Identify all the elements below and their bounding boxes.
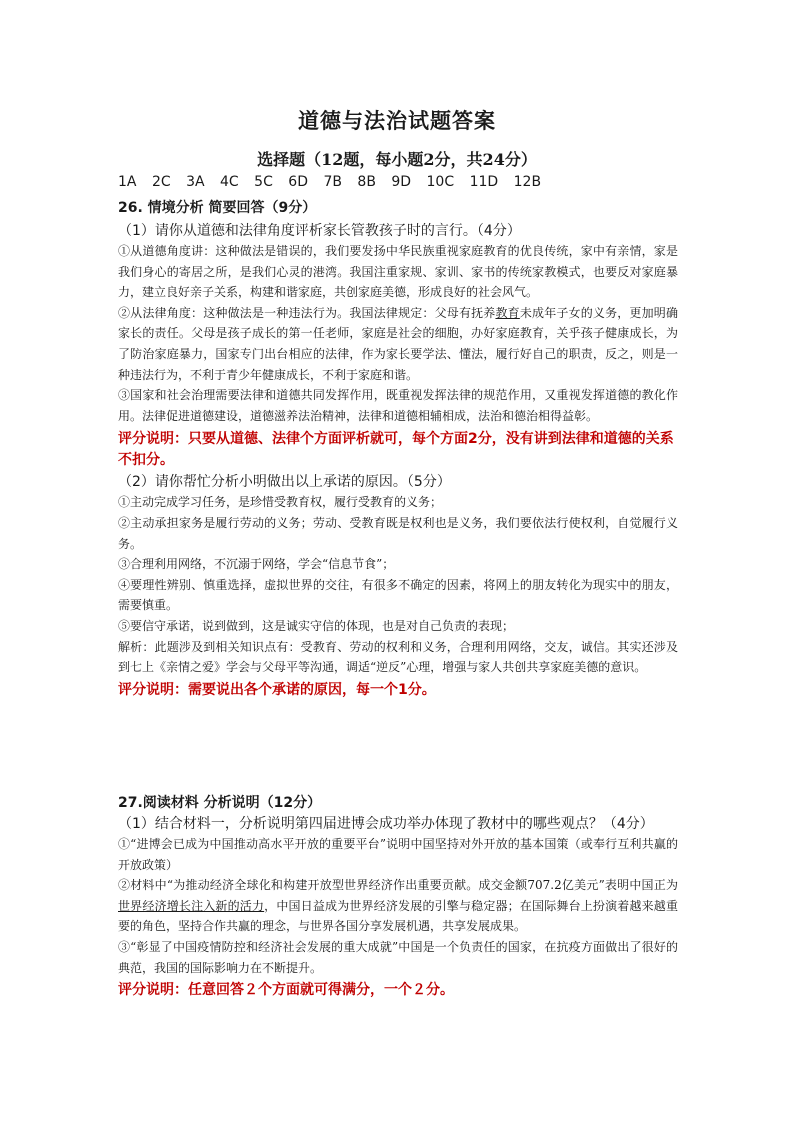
q26-part2-analysis: 解析：此题涉及到相关知识点有：受教育、劳动的权利和义务，合理利用网络，交友，诚信。其实还涉及到七上《亲情之爱》学会与父母平等沟通，调适“逆反”心理，增强与家人共创共享家庭美德的意识。 (118, 639, 678, 675)
q26-part1-answer-law: ②从法律角度：这种做法是一种违法行为。我国法律规定：父母有抚养教育未成年子女的义务，更加明确家长的责任。父母是孩子成长的第一任老师，家庭是社会的细胞，办好家庭教育，关乎孩子健康成长，为了防治家庭暴力，国家专门出台相应的法律，作为家长要学法、懂法，履行好自己的职责，反之，则是一种违法行为，不利于青少年健康成长，不利于家庭和谐。 (118, 305, 678, 382)
q26-part2-scoring-note: 评分说明：需要说出各个承诺的原因，每一个1分。 (118, 681, 436, 698)
q27-answer-3: ③“彰显了中国疫情防控和经济社会发展的重大成就”中国是一个负责任的国家，在抗疫方面做出了很好的典范，我国的国际影响力在不断提升。 (118, 939, 678, 975)
q26-part2-answer-1: ①主动完成学习任务，是珍惜受教育权，履行受教育的义务； (118, 495, 443, 510)
mc-answer: 11D (469, 174, 499, 190)
mc-answer: 4C (220, 174, 239, 190)
mc-answer: 2C (151, 174, 171, 190)
q26-part2-answer-5: ⑤要信守承诺，说到做到，这是诚实守信的体现，也是对自己负责的表现； (118, 618, 515, 633)
q26-part2-answer-3: ③合理利用网络，不沉溺于网络，学会“信息节食”； (118, 557, 395, 572)
question-26 (118, 198, 678, 701)
mc-answer: 6D (288, 174, 308, 190)
q26-part2-answer-4: ④要理性辨别、慎重选择，虚拟世界的交往，有很多不确定的因素，将网上的朋友转化为现实中的朋友，需要慎重。 (118, 577, 678, 613)
mc-answer-row (118, 174, 552, 190)
mc-answer: 3A (186, 174, 205, 190)
underlined-text: 世界经济增长注入新的活力 (118, 898, 265, 913)
page-title: 道德与法治试题答案 (298, 108, 496, 133)
underlined-text: 教育 (495, 305, 520, 320)
q26-part1-answer-moral: ①从道德角度讲：这种做法是错误的，我们要发扬中华民族重视家庭教育的优良传统，家中有亲情，家是我们身心的寄居之所，是我们心灵的港湾。我国注重家规、家训、家书的传统家教模式，也要反对家庭暴力，建立良好亲子关系，构建和谐家庭，共创家庭美德，形成良好的社会风气。 (118, 244, 678, 300)
mc-heading: 选择题（12题，每小题2分，共24分） (257, 150, 537, 169)
q26-part1-prompt: （1）请你从道德和法律角度评析家长管教孩子时的言行。（4分） (118, 223, 521, 239)
q26-part2-answer-2: ②主动承担家务是履行劳动的义务；劳动、受教育既是权利也是义务，我们要依法行使权利，自觉履行义务。 (118, 515, 678, 551)
q26-part1-scoring-note: 评分说明：只要从道德、法律个方面评析就可，每个方面2分，没有讲到法律和道德的关系不扣分。 (118, 431, 674, 469)
q26-heading: 26. 情境分析 简要回答（9分） (118, 200, 317, 216)
mc-answer: 5C (254, 174, 273, 190)
mc-answer: 8B (357, 174, 376, 190)
q27-scoring-note: 评分说明：任意回答２个方面就可得满分，一个２分。 (118, 982, 454, 999)
q27-part1-prompt: （1）结合材料一，分析说明第四届进博会成功举办体现了教材中的哪些观点？（4分） (118, 816, 654, 832)
mc-answer: 7B (323, 174, 342, 190)
q26-part2-prompt: （2）请你帮忙分析小明做出以上承诺的原因。（5分） (118, 474, 451, 491)
question-27 (118, 793, 678, 1001)
mc-answer: 9D (391, 174, 412, 190)
mc-answer: 12B (513, 174, 542, 190)
q26-part1-answer-governance: ③国家和社会治理需要法律和道德共同发挥作用，既重视发挥法律的规范作用，又重视发挥道德的教化作用。法律促进道德建设，道德滋养法治精神，法律和道德相辅相成，法治和德治相得益彰。 (118, 388, 678, 423)
q27-heading: 27.阅读材料 分析说明（12分） (118, 795, 322, 811)
mc-answer: 10C (426, 174, 455, 190)
q27-answer-1: ①“进博会已成为中国推动高水平开放的重要平台”说明中国坚持对外开放的基本国策（或奉行互利共赢的开放政策） (118, 837, 678, 872)
q27-answer-2: ②材料中“为推动经济全球化和构建开放型世界经济作出重要贡献。成交金额707.2亿美元”表明中国正为世界经济增长注入新的活力，中国日益成为世界经济发展的引擎与稳定器；在国际舞台上扮演着越来越重要的角色，坚持合作共赢的理念，与世界各国分享发展机遇，共享发展成果。 (118, 878, 678, 934)
mc-answer: 1A (118, 174, 137, 190)
